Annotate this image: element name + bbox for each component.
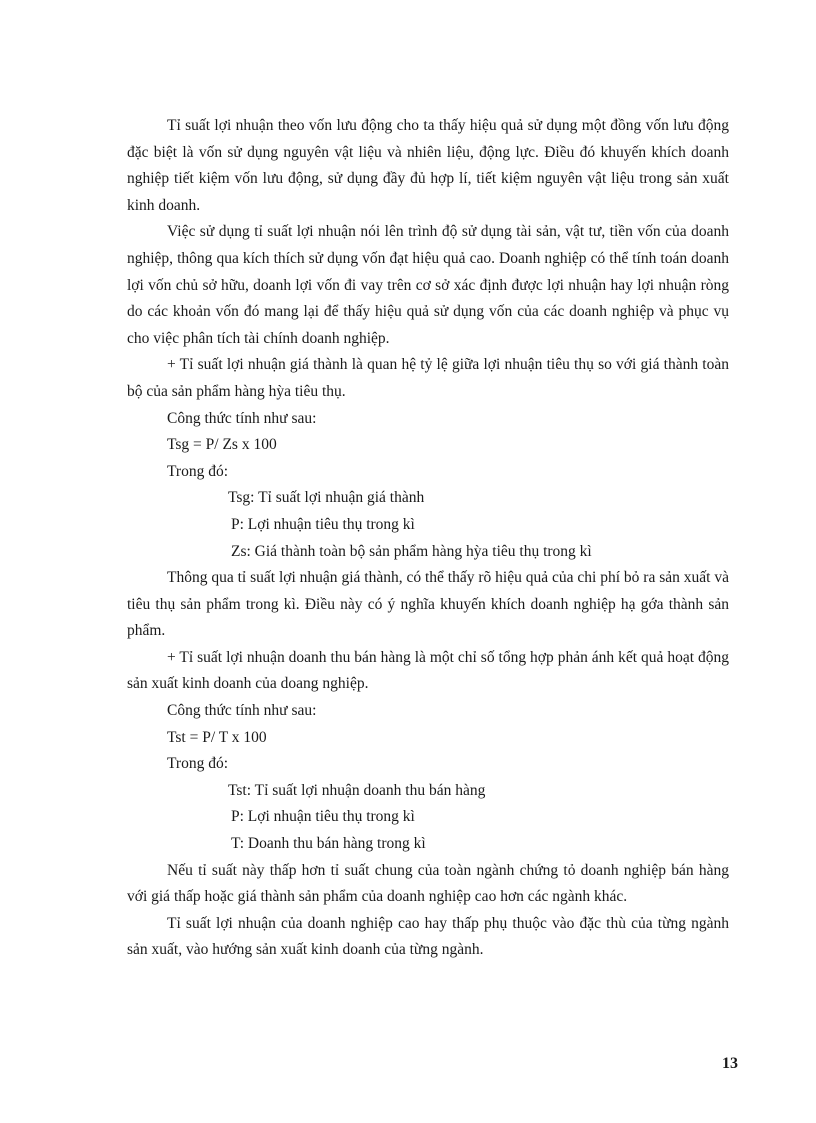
paragraph-below-industry: Nếu tỉ suất này thấp hơn tỉ suất chung của toàn ngành chứng tỏ doanh nghiệp bán hàng với giá thấp hoặc giá thành sản phẩm của doanh nghiệp cao hơn các ngành khác. xyxy=(127,861,729,906)
paragraph-cost-ratio-intro: + Tỉ suất lợi nhuận giá thành là quan hệ tỷ lệ giữa lợi nhuận tiêu thụ so với giá thành toàn bộ của sản phẩm hàng hỳa tiêu thụ. xyxy=(127,356,729,400)
paragraph-usage-of-ratio: Việc sử dụng tỉ suất lợi nhuận nói lên trình độ sử dụng tài sản, vật tư, tiền vốn của doanh nghiệp, thông qua kích thích sử dụng vốn đạt hiệu quả cao. Doanh nghiệp có thể tính toán doanh lợi vốn chủ sở hữu, doanh lợi vốn đi vay trên cơ sở xác định được lợi nhuận hay lợi nhuận ròng do các khoản vốn đó mang lại để thấy hiệu quả sử dụng vốn của các doanh nghiệp và phục vụ cho việc phân tích tài chính doanh nghiệp. xyxy=(127,223,729,347)
definition-tsg: Tsg: Tỉ suất lợi nhuận giá thành xyxy=(228,489,425,507)
definition-t: T: Doanh thu bán hàng trong kì xyxy=(231,835,426,853)
paragraph-cost-ratio-meaning: Thông qua tỉ suất lợi nhuận giá thành, có thể thấy rõ hiệu quả của chi phí bỏ ra sản xuất và tiêu thụ sản phẩm trong kì. Điều này có ý nghĩa khuyến khích doanh nghiệp hạ gớa thành sản phẩm. xyxy=(127,569,729,640)
where-heading-cost: Trong đó: xyxy=(167,462,229,480)
formula-cost-ratio: Tsg = P/ Zs x 100 xyxy=(167,436,277,454)
page-number: 13 xyxy=(722,1055,738,1072)
paragraph-working-capital-ratio: Tỉ suất lợi nhuận theo vốn lưu động cho ta thấy hiệu quả sử dụng một đồng vốn lưu động đặc biệt là vốn sử dụng nguyên vật liệu và nhiên liệu, động lực. Điều đó khuyến khích doanh nghiệp tiết kiệm vốn lưu động, sử dụng đầy đủ hợp lí, tiết kiệm nguyên vật liệu trong sản xuất kinh doanh. xyxy=(127,117,729,214)
formula-heading-revenue: Công thức tính như sau: xyxy=(167,702,317,720)
definition-p-cost: P: Lợi nhuận tiêu thụ trong kì xyxy=(231,515,415,533)
definition-p-revenue: P: Lợi nhuận tiêu thụ trong kì xyxy=(231,808,415,826)
formula-heading-cost: Công thức tính như sau: xyxy=(167,409,317,427)
definition-tst: Tst: Tỉ suất lợi nhuận doanh thu bán hàng xyxy=(228,781,486,799)
paragraph-industry-dependence: Tỉ suất lợi nhuận của doanh nghiệp cao hay thấp phụ thuộc vào đặc thù của từng ngành sản xuất, vào hướng sản xuất kinh doanh của từng ngành. xyxy=(127,914,729,959)
definition-zs: Zs: Giá thành toàn bộ sản phẩm hàng hỳa tiêu thụ trong kì xyxy=(231,542,592,560)
formula-revenue-ratio: Tst = P/ T x 100 xyxy=(167,728,267,746)
page-body xyxy=(127,113,729,964)
where-heading-revenue: Trong đó: xyxy=(167,755,229,773)
paragraph-revenue-ratio-intro: + Tỉ suất lợi nhuận doanh thu bán hàng là một chỉ số tổng hợp phản ánh kết quả hoạt động sản xuất kinh doanh của doang nghiệp. xyxy=(127,648,729,693)
